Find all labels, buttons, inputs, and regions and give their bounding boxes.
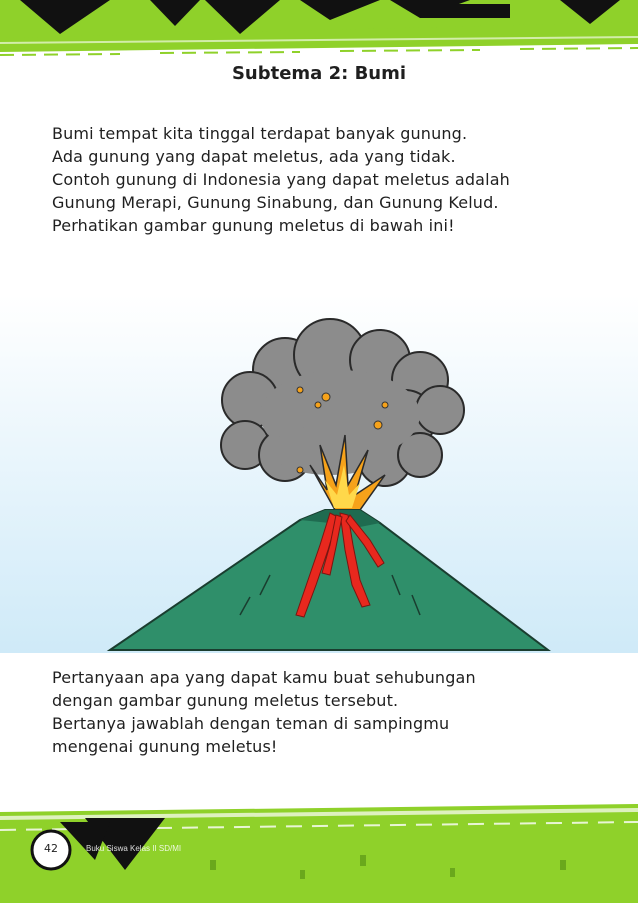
intro-line: Perhatikan gambar gunung meletus di bawah ini! [52,216,455,235]
page-title: Subtema 2: Bumi [231,63,407,84]
volcano-illustration [0,295,638,653]
intro-line: Bumi tempat kita tinggal terdapat banyak gunung. [52,124,468,143]
question-line: Pertanyaan apa yang dapat kamu buat sehubungan [52,668,476,687]
question-line: Bertanya jawablah dengan teman di sampingmu [52,714,450,733]
question-paragraph [52,666,612,758]
question-line: mengenai gunung meletus! [52,737,278,756]
book-caption: Buku Siswa Kelas II SD/MI [86,844,182,853]
intro-line: Ada gunung yang dapat meletus, ada yang tidak. [52,147,456,166]
intro-line: Gunung Merapi, Gunung Sinabung, dan Gunung Kelud. [52,193,499,212]
intro-line: Contoh gunung di Indonesia yang dapat meletus adalah [52,170,510,189]
page-number: 42 [44,842,58,855]
intro-paragraph [52,122,612,237]
top-banner [0,0,638,60]
question-line: dengan gambar gunung meletus tersebut. [52,691,399,710]
